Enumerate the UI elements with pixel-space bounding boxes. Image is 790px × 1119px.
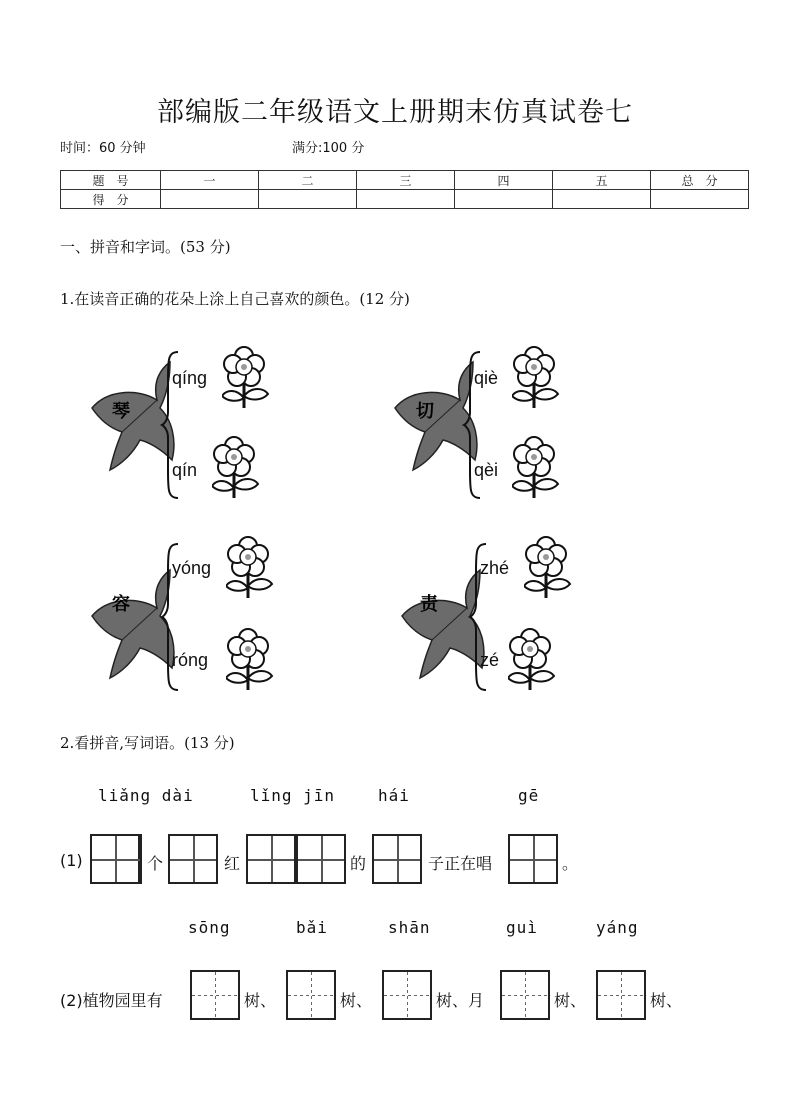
- writing-box[interactable]: [168, 834, 218, 884]
- pinyin-prompt: bǎi: [296, 918, 328, 937]
- pinyin-option: qèi: [474, 460, 499, 480]
- pinyin-prompt: sōng: [188, 918, 231, 937]
- leaf-character: 琴: [112, 401, 130, 422]
- pinyin-option: zé: [480, 650, 500, 670]
- score-input-cell[interactable]: [553, 190, 651, 209]
- writing-box[interactable]: [508, 834, 558, 884]
- pinyin-option: qiè: [474, 368, 499, 388]
- time-label: 时间：60 分钟: [60, 141, 146, 156]
- table-cell: 总 分: [651, 171, 749, 190]
- pinyin-prompt: liǎng dài: [98, 786, 194, 805]
- full-score-label: 满分:100 分: [292, 141, 365, 156]
- table-cell: 一: [161, 171, 259, 190]
- sentence-text: 子正在唱: [428, 854, 493, 873]
- writing-box[interactable]: [190, 970, 240, 1020]
- score-input-cell[interactable]: [161, 190, 259, 209]
- table-row: [61, 190, 749, 209]
- leaf-character: 责: [420, 594, 438, 615]
- sentence-text: 个: [147, 854, 164, 873]
- table-cell: 题 号: [61, 171, 161, 190]
- table-cell: 五: [553, 171, 651, 190]
- sentence-text: 树、: [244, 991, 277, 1010]
- pinyin-prompt: yáng: [596, 918, 639, 937]
- leaf-character: 容: [112, 594, 130, 615]
- question-1: 1.在读音正确的花朵上涂上自己喜欢的颜色。(12 分): [60, 290, 410, 308]
- leaf-character: 切: [416, 401, 434, 422]
- flower-icon[interactable]: [512, 346, 560, 410]
- sentence-text: 的: [350, 854, 367, 873]
- pinyin-option: qíng: [172, 368, 208, 388]
- page-title: 部编版二年级语文上册期末仿真试卷七: [157, 97, 633, 128]
- question-2: 2.看拼音,写词语。(13 分): [60, 734, 235, 752]
- table-cell: 三: [357, 171, 455, 190]
- sentence-text: 。: [562, 854, 579, 873]
- item-label: (2)植物园里有: [60, 991, 163, 1010]
- table-cell: 得 分: [61, 190, 161, 209]
- pinyin-prompt: gē: [518, 786, 540, 805]
- score-input-cell[interactable]: [259, 190, 357, 209]
- pinyin-prompt: shān: [388, 918, 431, 937]
- sentence-text: 树、: [340, 991, 373, 1010]
- section-heading: 一、拼音和字词。(53 分): [60, 238, 231, 256]
- writing-box[interactable]: [286, 970, 336, 1020]
- pinyin-prompt: lǐng jīn: [250, 786, 336, 805]
- sentence-text: 树、: [554, 991, 587, 1010]
- flower-icon[interactable]: [222, 346, 270, 410]
- writing-box[interactable]: [500, 970, 550, 1020]
- score-table: [60, 170, 749, 209]
- writing-box[interactable]: [296, 834, 346, 884]
- table-row: [61, 171, 749, 190]
- sentence-text: 红: [224, 854, 241, 873]
- pinyin-option: róng: [172, 650, 209, 670]
- pinyin-option: zhé: [480, 558, 510, 578]
- score-input-cell[interactable]: [455, 190, 553, 209]
- writing-box[interactable]: [372, 834, 422, 884]
- item-label: (1): [60, 851, 83, 870]
- pinyin-prompt: guì: [506, 918, 538, 937]
- pinyin-option: qín: [172, 460, 198, 480]
- writing-box[interactable]: [117, 834, 142, 884]
- table-cell: 四: [455, 171, 553, 190]
- flower-icon[interactable]: [508, 628, 556, 692]
- flower-icon[interactable]: [212, 436, 260, 500]
- flower-icon[interactable]: [512, 436, 560, 500]
- table-cell: 二: [259, 171, 357, 190]
- flower-icon[interactable]: [226, 628, 274, 692]
- sentence-text: 树、: [650, 991, 683, 1010]
- pinyin-prompt: hái: [378, 786, 410, 805]
- pinyin-option: yóng: [172, 558, 212, 578]
- sentence-text: 树、月: [436, 991, 485, 1010]
- flower-icon[interactable]: [226, 536, 274, 600]
- flower-icon[interactable]: [524, 536, 572, 600]
- score-input-cell[interactable]: [357, 190, 455, 209]
- score-input-cell[interactable]: [651, 190, 749, 209]
- writing-box[interactable]: [382, 970, 432, 1020]
- writing-box[interactable]: [596, 970, 646, 1020]
- writing-box[interactable]: [246, 834, 296, 884]
